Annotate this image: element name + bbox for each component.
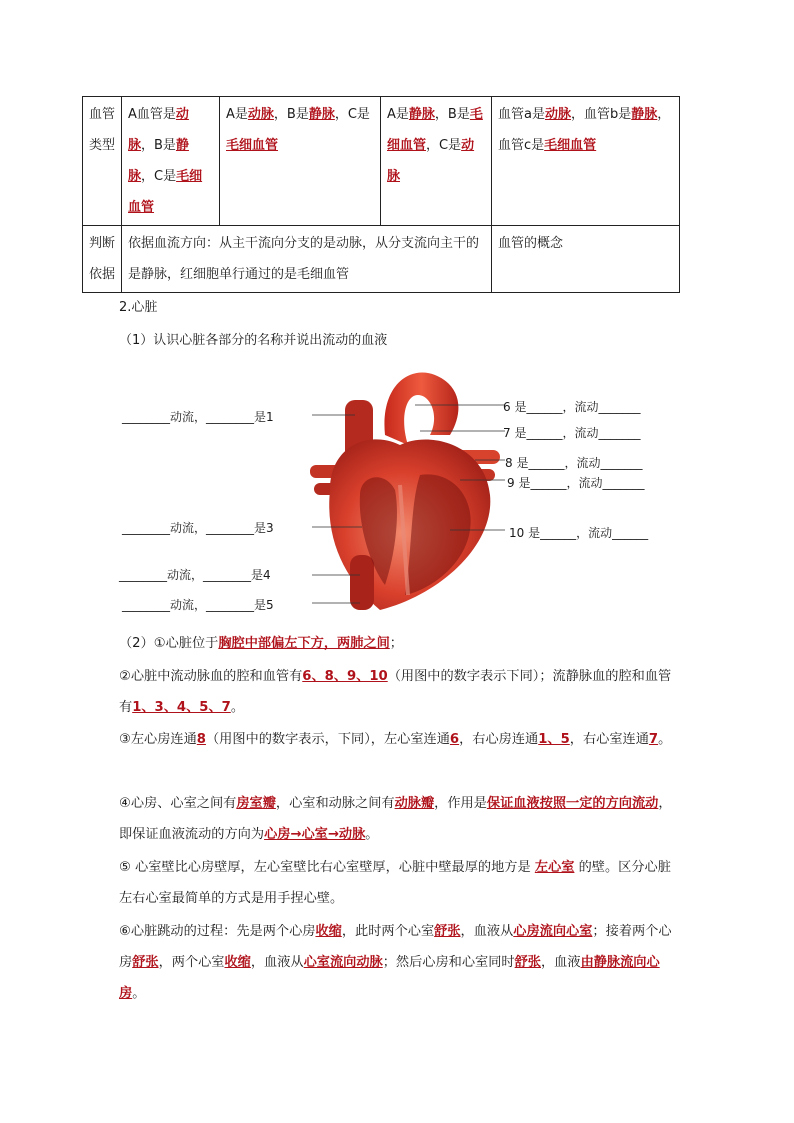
heart-label-9: 9 是______，流动_______ — [507, 476, 645, 490]
paragraph-2: ②心脏中流动脉血的腔和血管有6、8、9、10（用图中的数字表示下同）；流静脉血的腔和血管有1、3、4、5、7。 — [119, 669, 672, 715]
section-subtitle: （1）认识心脏各部分的名称并说出流动的血液 — [119, 333, 388, 348]
table-cell: 血管a是动脉，血管b是静脉，血管c是毛细血管 — [492, 97, 680, 226]
heart-label-5: ________动流，________是5 — [122, 598, 274, 612]
heart-label-4: ________动流，________是4 — [119, 568, 271, 582]
heart-label-10: 10 是______，流动______ — [509, 526, 649, 540]
heart-label-6: 6 是______，流动_______ — [503, 400, 641, 414]
section-title: 2.心脏 — [119, 300, 158, 315]
table-cell: A是静脉，B是毛细血管，C是动脉 — [381, 97, 492, 226]
heart-illustration — [300, 365, 510, 615]
paragraph-5: ⑤ 心室壁比心房壁厚，左心室壁比右心室壁厚，心脏中壁最厚的地方是 左心室 的壁。区分心脏左右心室最简单的方式是用手捏心壁。 — [119, 860, 671, 906]
paragraph-3: ③左心房连通8（用图中的数字表示，下同），左心室连通6，右心房连通1、5，右心室连通7。 — [119, 732, 672, 747]
heart-label-3: ________动流，________是3 — [122, 521, 274, 535]
row-header: 血管类型 — [83, 97, 122, 226]
heart-label-7: 7 是______，流动_______ — [503, 426, 641, 440]
table-cell: A血管是动脉，B是静脉，C是毛细血管 — [122, 97, 220, 226]
table-row — [83, 226, 680, 293]
heart-label-8: 8 是______，流动_______ — [505, 456, 643, 470]
table-cell: 依据血流方向：从主干流向分支的是动脉，从分支流向主干的是静脉，红细胞单行通过的是毛细血管 — [122, 226, 492, 293]
table-cell: 血管的概念 — [492, 226, 680, 293]
paragraph-6: ⑥心脏跳动的过程：先是两个心房收缩，此时两个心室舒张，血液从心房流向心室；接着两个心房舒张，两个心室收缩，血液从心室流向动脉；然后心房和心室同时舒张，血液由静脉流向心房。 — [119, 924, 672, 1001]
table-row — [83, 97, 680, 226]
row-header: 判断依据 — [83, 226, 122, 293]
table-cell: A是动脉，B是静脉，C是毛细血管 — [220, 97, 381, 226]
paragraph-1: （2）①心脏位于胸腔中部偏左下方，两肺之间； — [119, 636, 403, 651]
heart-label-1: ________动流，________是1 — [122, 410, 274, 424]
blood-vessel-table — [82, 96, 680, 293]
paragraph-4: ④心房、心室之间有房室瓣，心室和动脉之间有动脉瓣，作用是保证血液按照一定的方向流动，即保证血液流动的方向为心房→心室→动脉。 — [119, 796, 672, 842]
